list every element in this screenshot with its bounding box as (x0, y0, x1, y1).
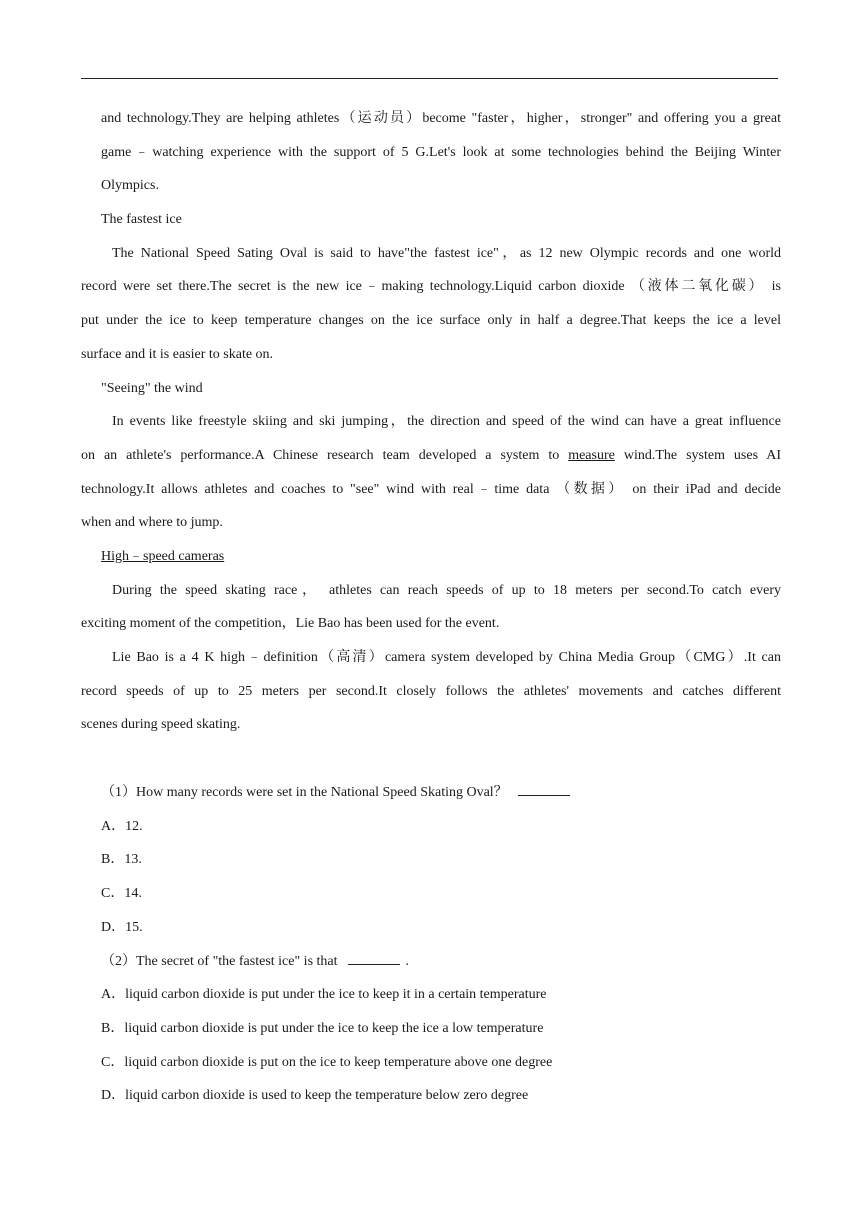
paragraph-fastest-ice (81, 237, 781, 372)
option-b[interactable]: B．13. (101, 852, 142, 868)
question-suffix: . (405, 953, 410, 969)
paragraph-intro (81, 102, 781, 203)
spacer (81, 742, 781, 776)
text-line: technology.It allows athletes and coaches to "see" wind with real﹣time data （数据） on their iPad and decide (81, 481, 781, 497)
answer-blank[interactable] (348, 950, 400, 965)
text-line: record speeds of up to 25 meters per second.It closely follows the athletes' movements and catches different (81, 683, 781, 699)
text-line: scenes during speed skating. (81, 717, 241, 733)
paragraph-speed-skating (81, 574, 781, 641)
text-segment: wind.The system uses AI (614, 447, 782, 463)
text-line: surface and it is easier to skate on. (81, 346, 274, 362)
header-rule (81, 78, 778, 79)
option-b[interactable]: B．liquid carbon dioxide is put under the ice to keep the ice a low temperature (101, 1020, 544, 1036)
text-line: when and where to jump. (81, 515, 223, 531)
option-d[interactable]: D．15. (101, 919, 143, 935)
text-line: put under the ice to keep temperature changes on the ice surface only in half a degree.That keeps the ice a level (81, 313, 781, 329)
option-a[interactable]: A．12. (101, 818, 143, 834)
text-line (81, 439, 781, 473)
text-line: and technology.They are helping athletes（运动员）become "faster，higher，stronger" and offering you a great (101, 111, 781, 126)
section-heading-seeing-wind: "Seeing" the wind (101, 380, 203, 396)
paragraph-seeing-wind (81, 405, 781, 540)
option-c[interactable]: C．liquid carbon dioxide is put on the ice to keep temperature above one degree (101, 1054, 553, 1070)
text-line: Lie Bao is a 4 K high﹣definition（高清）camera system developed by China Media Group（CMG）.It can (112, 650, 781, 665)
section-heading-fastest-ice: The fastest ice (101, 212, 182, 228)
option-c[interactable]: C．14. (101, 886, 142, 902)
text-segment: on an athlete's performance.A Chinese research team developed a system to (81, 447, 569, 463)
text-line: The National Speed Sating Oval is said to have"the fastest ice"，as 12 new Olympic records and one world (112, 245, 781, 261)
text-line: record were set there.The secret is the new ice﹣making technology.Liquid carbon dioxide （液体二氧化碳） is (81, 279, 781, 295)
document-body (81, 102, 781, 1113)
underlined-heading: High﹣speed cameras (101, 548, 225, 564)
text-line: Olympics. (101, 178, 159, 194)
question-1 (81, 776, 781, 944)
question-text: （2）The secret of "the fastest ice" is that (101, 953, 338, 969)
question-stem (81, 776, 781, 810)
option-a[interactable]: A．liquid carbon dioxide is put under the ice to keep it in a certain temperature (101, 987, 547, 1003)
question-2 (81, 945, 781, 1113)
text-line: game﹣watching experience with the support of 5 G.Let's look at some technologies behind the Beijing Winter (101, 144, 781, 160)
underlined-word: measure (568, 447, 615, 463)
text-line: exciting moment of the competition，Lie Bao has been used for the event. (81, 616, 500, 632)
text-line: During the speed skating race， athletes can reach speeds of up to 18 meters per second.To catch every (112, 582, 781, 598)
question-text: （1）How many records were set in the National Speed Skating Oval？ (101, 785, 508, 801)
text-line: In events like freestyle skiing and ski jumping，the direction and speed of the wind can have a great influence (112, 414, 781, 430)
section-heading-high-speed-cameras (81, 540, 781, 574)
question-stem (81, 945, 781, 979)
answer-blank[interactable] (518, 781, 570, 796)
paragraph-lie-bao (81, 641, 781, 742)
option-d[interactable]: D．liquid carbon dioxide is used to keep the temperature below zero degree (101, 1088, 529, 1104)
